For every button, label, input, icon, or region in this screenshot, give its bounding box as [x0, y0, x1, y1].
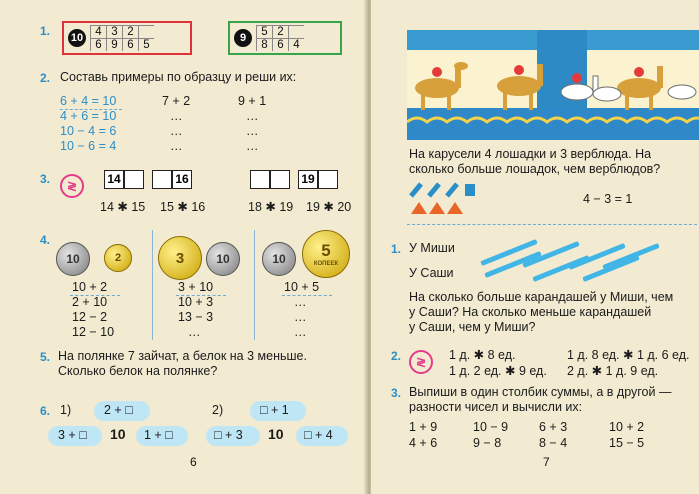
task3-pair-4: 19 ✱ 20 — [306, 200, 352, 214]
task1-grid-a — [62, 21, 192, 55]
grid-a-cells: 4 3 2 6 9 6 5 — [90, 25, 154, 51]
r-task1-q2: у Саши? На сколько меньше карандашей — [409, 305, 652, 319]
task5-line1: На полянке 7 зайчат, а белок на 3 меньше. — [58, 349, 307, 363]
task6-a-top: 2 + □ — [104, 403, 133, 417]
task4-number: 4. — [40, 233, 51, 247]
r-task3-r2c1: 4 + 6 — [409, 436, 438, 450]
task3-number: 3. — [40, 172, 51, 186]
r-task3-r2c3: 8 − 4 — [539, 436, 568, 450]
grid-b-lead: 9 — [234, 29, 252, 47]
carousel-drawing — [407, 30, 699, 140]
compare-symbol: ≷ — [60, 174, 84, 198]
coin-5-icon: 5 КОПЕЕК — [302, 230, 350, 278]
coin-10-icon: 10 — [56, 242, 90, 276]
r-task2-item-1: 1 д. ✱ 8 ед. — [449, 348, 516, 362]
r-task3-r2c2: 9 − 8 — [473, 436, 502, 450]
carousel-text-2: сколько больше лошадок, чем верблюдов? — [409, 162, 661, 176]
task3-boxes-a: 14 16 — [104, 170, 192, 189]
task2-number: 2. — [40, 71, 51, 85]
task6-b-left: □ + 3 — [214, 428, 243, 442]
task1-number: 1. — [40, 24, 51, 38]
r-task3-line1: Выпиши в один столбик суммы, а в другой — — [409, 385, 672, 399]
task3-pair-3: 18 ✱ 19 — [248, 200, 294, 214]
r-task1-number: 1. — [391, 242, 402, 256]
r-task2-item-2: 1 д. 8 ед. ✱ 1 д. 6 ед. — [567, 348, 690, 362]
coin-10-icon: 10 — [262, 242, 296, 276]
task5-number: 5. — [40, 350, 51, 364]
task6-part2-label: 2) — [212, 403, 224, 417]
task3-pair-2: 15 ✱ 16 — [160, 200, 206, 214]
right-divider — [407, 224, 697, 225]
task2-divider — [60, 109, 122, 110]
task4-divider-2 — [176, 295, 226, 296]
r-task3-r2c4: 15 − 5 — [609, 436, 645, 450]
carousel-illustration — [407, 30, 699, 140]
carousel-text-1: На карусели 4 лошадки и 3 верблюда. На — [409, 147, 652, 161]
coin-10-icon: 10 — [206, 242, 240, 276]
r-task2-item-3: 1 д. 2 ед. ✱ 9 ед. — [449, 364, 547, 378]
task6-b-mid: 10 — [268, 426, 284, 442]
r-task3-line2: разности чисел и вычисли их: — [409, 400, 583, 414]
task2-col3: 9 + 1 … … … — [238, 94, 267, 153]
horses-camels-diagram — [409, 182, 499, 216]
misha-label: У Миши — [409, 241, 455, 255]
task4-separator-2 — [254, 230, 255, 340]
task4-divider-1 — [70, 295, 120, 296]
compare-symbol: ≷ — [409, 350, 433, 374]
equation: 4 − 3 = 1 — [583, 192, 633, 206]
right-page — [371, 0, 699, 494]
task3-boxes-b: 19 — [250, 170, 338, 189]
task6-b-top: □ + 1 — [260, 403, 289, 417]
task1-grid-b — [228, 21, 342, 55]
task4-separator-1 — [152, 230, 153, 340]
task6-a-right: 1 + □ — [144, 428, 173, 442]
task4-group-2: 3 + 10 10 + 3 13 − 3 … — [178, 280, 214, 339]
task6-part1-label: 1) — [60, 403, 72, 417]
task4-divider-3 — [282, 295, 332, 296]
task3-pair-1: 14 ✱ 15 — [100, 200, 146, 214]
r-task2-number: 2. — [391, 349, 402, 363]
task2-col1: 6 + 4 = 10 4 + 6 = 10 10 − 4 = 6 10 − 6 = 4 — [60, 94, 117, 153]
task6-a-mid: 10 — [110, 426, 126, 442]
coin-3-icon: 3 — [158, 236, 202, 280]
sasha-label: У Саши — [409, 266, 454, 280]
task2-col2: 7 + 2 … … … — [162, 94, 191, 153]
right-page-number: 7 — [543, 455, 550, 469]
task6-number: 6. — [40, 404, 51, 418]
grid-b-cells: 5 2 8 6 4 — [256, 25, 304, 51]
task6-a-left: 3 + □ — [58, 428, 87, 442]
r-task1-q1: На сколько больше карандашей у Миши, чем — [409, 290, 674, 304]
r-task3-number: 3. — [391, 386, 402, 400]
left-page-number: 6 — [190, 455, 197, 469]
task6-b-right: □ + 4 — [304, 428, 333, 442]
task4-group-1: 10 + 2 2 + 10 12 − 2 12 − 10 — [72, 280, 115, 339]
r-task3-r1c3: 6 + 3 — [539, 420, 568, 434]
task5-line2: Сколько белок на полянке? — [58, 364, 218, 378]
task4-group-3: 10 + 5 … … … — [284, 280, 320, 339]
coin-2-icon: 2 — [104, 244, 132, 272]
task2-text: Составь примеры по образцу и реши их: — [60, 70, 297, 84]
r-task3-r1c2: 10 − 9 — [473, 420, 509, 434]
r-task3-r1c1: 1 + 9 — [409, 420, 438, 434]
r-task1-q3: у Саши, чем у Миши? — [409, 320, 536, 334]
grid-a-lead: 10 — [68, 29, 86, 47]
r-task2-item-4: 2 д. ✱ 1 д. 9 ед. — [567, 364, 659, 378]
r-task3-r1c4: 10 + 2 — [609, 420, 645, 434]
